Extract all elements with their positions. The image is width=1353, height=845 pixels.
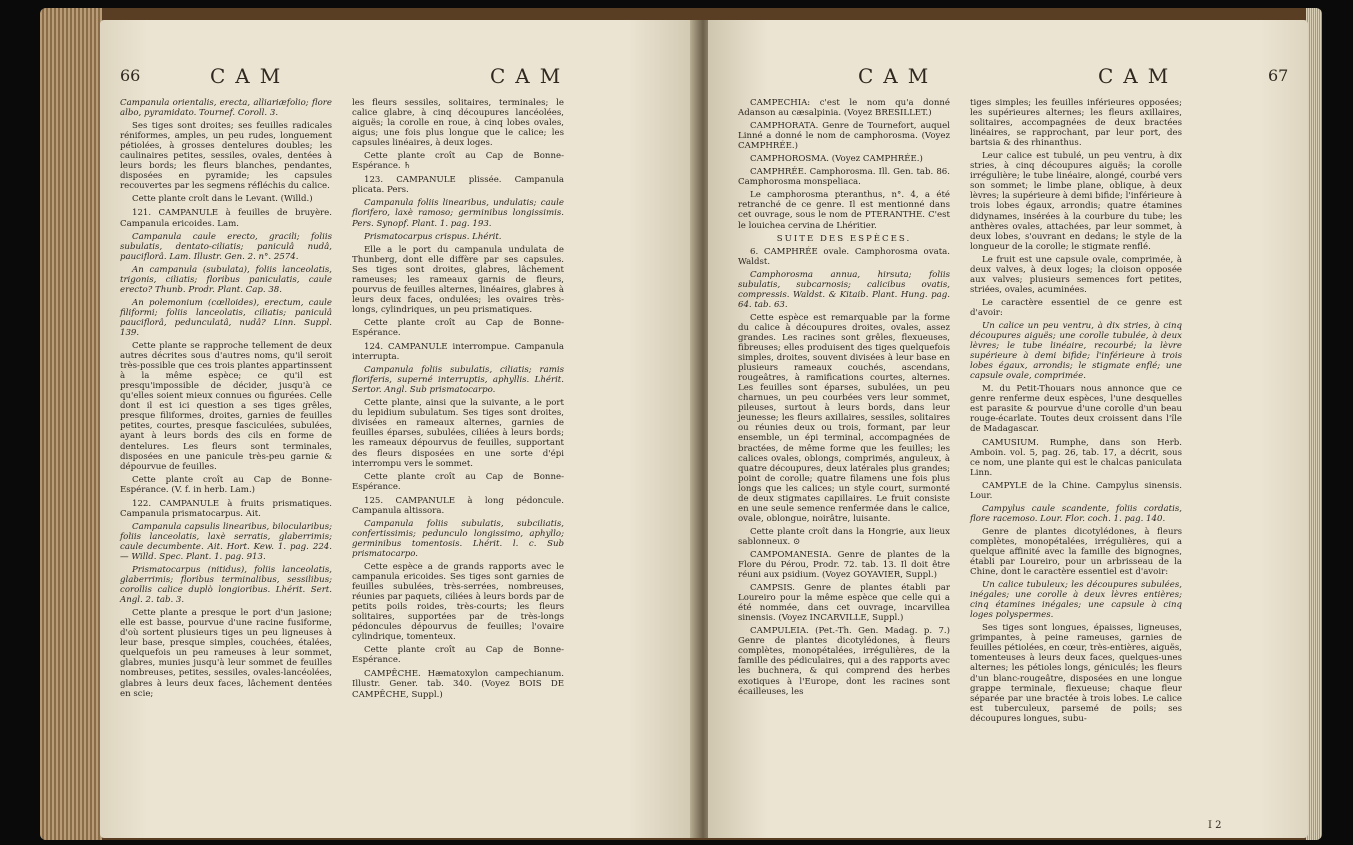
paragraph: Le fruit est une capsule ovale, comprimée, à deux valves, à deux loges; la cloison opposée aux valves; plusieurs semences fort petites, striées, ovales, acuminées. <box>970 254 1182 295</box>
paragraph: Elle a le port du campanula undulata de Thunberg, dont elle diffère par ses capsules. Ses tiges sont droites, glabres, lâchement rameuses; les rameaux garnis de fleurs, pourvus de feuilles alternes, linéaires, glabres à leurs deux faces, ondulées; les ovaires très-longs, cylindriques, un peu prismatiques. <box>352 244 564 315</box>
paragraph: Ses tiges sont droites; ses feuilles radicales réniformes, amples, un peu rudes, longuement pétiolées, à grosses dentelures doubles; les caulinaires petites, sessiles, ovales, dentées à leurs bords; les fleurs blanches, pendantes, disposées en pyramide; les capsules recouvertes par les segmens réfléchis du calice. <box>120 121 332 192</box>
paragraph: CAMPOMANESIA. Genre de plantes de la Flore du Pérou, Prodr. 72. tab. 13. Il doit être réuni aux psidium. (Voyez GOYAVIER, Suppl.) <box>738 549 950 581</box>
paragraph: Cette plante croît au Cap de Bonne-Espérance. <box>352 317 564 338</box>
paragraph: Campanula foliis subulatis, subciliatis, confertissimis; pedunculo longissimo, aphyllo; germinibus tomentosis. Lhérit. l. c. Sub prismatocarpo. <box>352 518 564 559</box>
paragraph: les fleurs sessiles, solitaires, terminales; le calice glabre, à cinq découpures lancéolées, aiguës; la corolle en roue, à cinq lobes ovales, aigus; une fois plus longue que le calice; les capsules linéaires, à deux loges. <box>352 98 564 149</box>
paragraph: Campanula capsulis linearibus, bilocularibus; foliis lanceolatis, laxè serratis, glaberrimis; caule decumbente. Ait. Hort. Kew. 1. pag. 224. — Willd. Spec. Plant. 1. pag. 913. <box>120 521 332 562</box>
page-edges-right <box>1306 8 1322 840</box>
paragraph: CAMUSIUM. Rumphe, dans son Herb. Amboin. vol. 5, pag. 26, tab. 17, a décrit, sous ce nom, une plante qui est le chalcas paniculata Linn. <box>970 437 1182 478</box>
paragraph: CAMPYLE de la Chine. Campylus sinensis. Lour. <box>970 480 1182 501</box>
paragraph: Cette espèce est remarquable par la forme du calice à découpures droites, ovales, assez grandes. Les racines sont grêles, flexueuses, fibreuses; elles produisent des tiges quelquefois simples, droites, souvent divisées à leur base en plusieurs rameaux couchés, ascendans, rougeâtres, à ramifications courtes, alternes. Les feuilles sont éparses, subulées, un peu charnues, un peu courbées vers leur sommet, pileuses, surtout à leurs bords, dans leur jeunesse; les fleurs axillaires, sessiles, solitaires ou réunies deux ou trois, formant, par leur ensemble, un épi terminal, accompagnées de bractées, de même forme que les feuilles; les calices ovales, oblongs, comprimés, anguleux, à quatre découpures, deux latérales plus grandes; point de corolle; quatre filamens une fois plus longs que les calices; un style court, surmonté de deux stigmates capillaires. Le fruit consiste en une seule semence renfermée dans le calice, ovale, oblongue, noirâtre, luisante. <box>738 312 950 524</box>
right-page-number: 67 <box>1268 66 1289 85</box>
paragraph: CAMPHORATA. Genre de Tournefort, auquel Linné a donné le nom de camphorosma. (Voyez CAMPHRÉE.) <box>738 121 950 152</box>
paragraph: Cette plante croît au Cap de Bonne-Espérance. <box>352 645 564 666</box>
paragraph: Leur calice est tubulé, un peu ventru, à dix stries, à cinq découpures aiguës; la corolle irrégulière; le tube linéaire, alongé, courbé vers son sommet; le limbe plane, oblique, à deux lèvres; la supérieure à demi bifide; l'inférieure à trois lobes égaux, arrondis; quatre étamines didynames, insérées à la courbure du tube; les anthères ovales, attachées, par leur sommet, à deux lobes, s'ouvrant en dedans; le style de la longueur de la corolle; le stigmate renflé. <box>970 151 1182 252</box>
paragraph: Un calice un peu ventru, à dix stries, à cinq découpures aiguës; une corolle tubulée, à deux lèvres; le tube linéaire, recourbé; la lèvre supérieure à demi bifide; l'inférieure à trois lobes égaux, arrondis; le stigmate enflé; une capsule ovale, comprimée. <box>970 320 1182 382</box>
paragraph: Cette plante croît au Cap de Bonne-Espérance. <box>352 471 564 492</box>
right-page <box>708 20 1308 838</box>
paragraph: tiges simples; les feuilles inférieures opposées; les supérieures alternes; les fleurs axillaires, solitaires, accompagnées de deux bractées linéaires, se rapprochant, par leur port, des bartsia & des rhinanthus. <box>970 98 1182 149</box>
paragraph: Le caractère essentiel de ce genre est d'avoir: <box>970 297 1182 318</box>
paragraph: 125. CAMPANULE à long pédoncule. Campanula altissora. <box>352 495 564 516</box>
paragraph: CAMPHOROSMA. (Voyez CAMPHRÉE.) <box>750 154 923 165</box>
left-page-column-1 <box>120 98 332 702</box>
section-heading: SUITE DES ESPÈCES. <box>776 233 912 244</box>
paragraph: CAMPECHIA: c'est le nom qu'a donné Adanson au cæsalpinia. (Voyez BRESILLET.) <box>738 98 950 119</box>
paragraph: CAMPULEIA. (Pet.-Th. Gen. Madag. p. 7.) Genre de plantes dicotylédones, à fleurs complètes, monopétalées, irrégulières, de la famille des pédiculaires, qui a des rapports avec les buchnera, & qui comprend des herbes exotiques à l'Europe, dont les racines sont écailleuses, les <box>738 626 950 697</box>
paragraph: Cette plante, ainsi que la suivante, a le port du lepidium subulatum. Ses tiges sont droites, divisées en rameaux alternes, garnies de feuilles éparses, subulées, ciliées à leurs bords; les rameaux dépourvus de feuilles, supportant des fleurs disposées en une sorte d'épi interrompu vers le sommet. <box>352 398 564 469</box>
paragraph: Ses tiges sont longues, épaisses, ligneuses, grimpantes, à peine rameuses, garnies de feuilles pétiolées, en cœur, très-entières, aiguës, tomenteuses à leurs deux faces, quelques-unes alternes; les pétioles longs, géniculés; les fleurs d'un blanc-rougeâtre, disposées en une longue grappe terminale, flexueuse; chaque fleur séparée par une bractée à trois lobes. Le calice est tuberculeux, parsemé de poils; ses découpures longues, subu- <box>970 623 1182 724</box>
left-page-column-2 <box>352 98 564 703</box>
paragraph: 6. CAMPHRÉE ovale. Camphorosma ovata. Waldst. <box>738 246 950 267</box>
right-page-header-left: CAM <box>858 64 939 88</box>
paragraph: CAMPSIS. Genre de plantes établi par Loureiro pour la même espèce que celle qui a été nommée, dans cet ouvrage, incarvillea sinensis. (Voyez INCARVILLE, Suppl.) <box>738 583 950 624</box>
paragraph: Genre de plantes dicotylédones, à fleurs complètes, monopétalées, irrégulières, qui a quelque affinité avec la famille des bignognes, établi par Loureiro, pour un arbrisseau de la Chine, dont le caractère essentiel est d'avoir: <box>970 526 1182 578</box>
paragraph: Cette plante croît dans le Levant. (Willd.) <box>132 194 313 205</box>
paragraph: Camphorosma annua, hirsuta; foliis subulatis, subcarnosis; calicibus ovatis, compressis. Waldst. & Kitaib. Plant. Hung. pag. 64. tab. 63. <box>738 269 950 310</box>
paragraph: Cette plante croît au Cap de Bonne-Espérance. ♄ <box>352 151 564 172</box>
paragraph: Cette plante croît au Cap de Bonne-Espérance. (V. f. in herb. Lam.) <box>120 474 332 495</box>
paragraph: Campanula foliis subulatis, ciliatis; ramis floriferis, superné interruptis, aphyllis. Lhérit. Sertor. Angl. Sub prismatocarpo. <box>352 365 564 396</box>
paragraph: Campanula foliis linearibus, undulatis; caule florifero, laxè ramoso; germinibus longissimis. Pers. Synopf. Plant. 1. pag. 193. <box>352 198 564 229</box>
right-page-column-1 <box>738 98 950 700</box>
paragraph: An polemonium (cœlloides), erectum, caule filiformi; foliis lanceolatis, ciliatis; paniculâ pauciflorâ, pedunculatâ, nudâ? Linn. Suppl. 139. <box>120 297 332 338</box>
paragraph: An campanula (subulata), foliis lanceolatis, trigonis, ciliatis; floribus paniculatis, caule erecto? Thunb. Prodr. Plant. Cap. 38. <box>120 264 332 295</box>
paragraph: Cette plante a presque le port d'un jasione; elle est basse, pourvue d'une racine fusiforme, d'où sortent plusieurs tiges un peu ligneuses à leur base, presque simples, couchées, étalées, quelquefois un peu rameuses à leur sommet, glabres, munies jusqu'à leur sommet de feuilles nombreuses, petites, sessiles, ovales-lancéolées, glabres à leurs deux faces, lâchement dentées en scie; <box>120 608 332 699</box>
paragraph: 123. CAMPANULE plissée. Campanula plicata. Pers. <box>352 175 564 196</box>
paragraph: Campanula orientalis, erecta, alliariæfolio; flore albo, pyramidato. Tournef. Coroll. 3. <box>120 98 332 119</box>
paragraph: Cette plante croît dans la Hongrie, aux lieux sablonneux. ⊙ <box>738 526 950 547</box>
right-page-column-2 <box>970 98 1182 727</box>
paragraph: Campanula caule erecto, gracili; foliis subulatis, dentato-ciliatis; paniculâ nudâ, pauciflorâ. Lam. Illustr. Gen. 2. n°. 2574. <box>120 231 332 262</box>
paragraph: Le camphorosma pteranthus, n°. 4, a été retranché de ce genre. Il est mentionné dans cet ouvrage, sous le nom de PTERANTHE. C'est le louichea cervina de Lhéritier. <box>738 190 950 231</box>
paragraph: 124. CAMPANULE interrompue. Campanula interrupta. <box>352 342 564 363</box>
paragraph: Cette plante se rapproche tellement de deux autres décrites sous d'autres noms, qu'il seroit très-possible que ces trois plantes appartinssent à la même espèce; ce qu'il est presqu'impossible de décider, jusqu'à ce qu'elles soient mieux connues ou figurées. Celle dont il est ici question a ses tiges grêles, presque filiformes, droites, garnies de feuilles petites, courtes, presque fasciculées, subulées, ayant à leurs bords des cils en forme de dentelures. Les fleurs sont terminales, disposées en une panicule très-peu garnie & dépourvue de feuilles. <box>120 341 332 472</box>
paragraph: Un calice tubuleux; les découpures subulées, inégales; une corolle à deux lèvres entières; cinq étamines inégales; une capsule à cinq loges polyspermes. <box>970 580 1182 621</box>
paragraph: Prismatocarpus (nitidus), foliis lanceolatis, glaberrimis; floribus terminalibus, sessilibus; corollis calice duplò longioribus. Lhérit. Sert. Angl. 2. tab. 3. <box>120 565 332 606</box>
page-edges-left <box>40 8 102 840</box>
book <box>40 8 1322 840</box>
paragraph: M. du Petit-Thouars nous annonce que ce genre renferme deux espèces, l'une desquelles est parasite & pourvue d'une corolle d'un beau rouge-écarlate. Toutes deux croissent dans l'île de Madagascar. <box>970 384 1182 435</box>
paragraph: Prismatocarpus crispus. Lhérit. <box>364 231 502 242</box>
paragraph: Cette espèce a de grands rapports avec le campanula ericoides. Ses tiges sont garnies de feuilles subulées, très-serrées, nombreuses, réunies par paquets, ciliées à leurs bords par de petits poils roides, très-courts; les fleurs solitaires, supportées par de très-longs pédoncules dépourvus de feuilles; l'ovaire cylindrique, tomenteux. <box>352 561 564 643</box>
left-page <box>100 20 700 838</box>
left-page-number: 66 <box>120 66 141 85</box>
paragraph: CAMPHRÉE. Camphorosma. Ill. Gen. tab. 86. Camphorosma monspeliaca. <box>738 167 950 188</box>
left-page-header-left: CAM <box>210 64 291 88</box>
paragraph: Campylus caule scandente, foliis cordatis, flore racemoso. Lour. Flor. coch. 1. pag. 140. <box>970 503 1182 524</box>
signature-mark: I 2 <box>1208 820 1222 831</box>
paragraph: 121. CAMPANULE à feuilles de bruyère. Campanula ericoides. Lam. <box>120 208 332 229</box>
left-page-header-right: CAM <box>490 64 571 88</box>
right-page-header-right: CAM <box>1098 64 1179 88</box>
paragraph: 122. CAMPANULE à fruits prismatiques. Campanula prismatocarpus. Ait. <box>120 498 332 519</box>
paragraph: CAMPÊCHE. Hæmatoxylon campechianum. Illustr. Gener. tab. 340. (Voyez BOIS DE CAMPÊCHE, Suppl.) <box>352 669 564 700</box>
